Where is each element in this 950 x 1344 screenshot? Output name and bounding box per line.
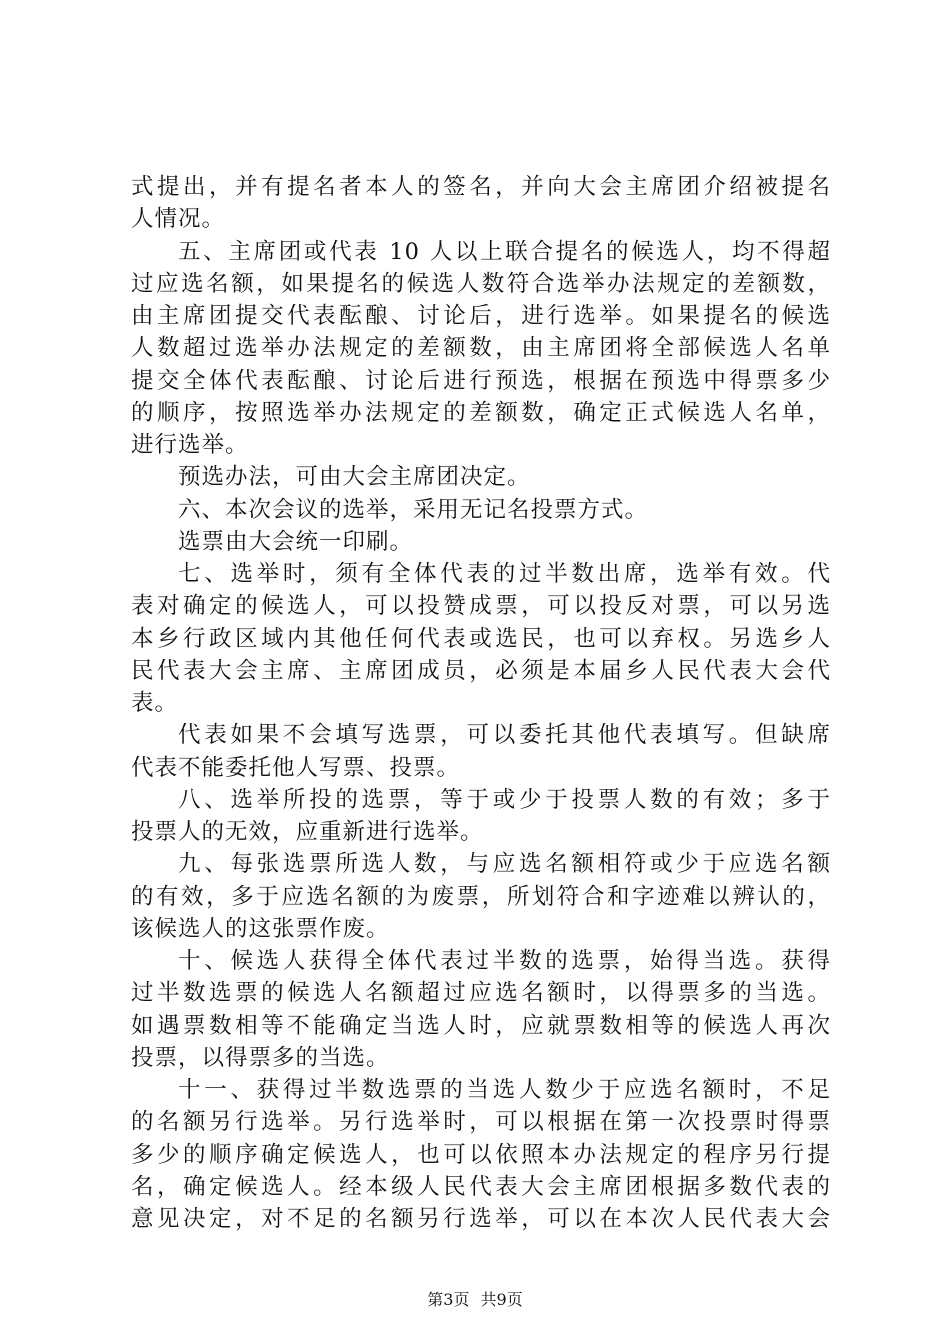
text-line: 的名额另行选举。另行选举时，可以根据在第一次投票时得票 <box>131 1109 831 1136</box>
text-line: 民代表大会主席、主席团成员，必须是本届乡人民代表大会代 <box>131 657 831 684</box>
text-line: 五、主席团或代表 10 人以上联合提名的候选人，均不得超 <box>178 238 831 265</box>
text-line: 人情况。 <box>131 206 226 233</box>
text-line: 由主席团提交代表酝酿、讨论后，进行选举。如果提名的候选 <box>131 303 831 329</box>
text-line: 进行选举。 <box>131 432 249 458</box>
page-number: 第3页 <box>427 1290 470 1309</box>
text-line: 式提出，并有提名者本人的签名，并向大会主席团介绍被提名 <box>131 174 831 200</box>
text-line: 人数超过选举办法规定的差额数，由主席团将全部候选人名单 <box>131 335 831 362</box>
text-line: 本乡行政区域内其他任何代表或选民，也可以弃权。另选乡人 <box>131 625 831 652</box>
document-body <box>131 171 831 1235</box>
text-line: 过应选名额，如果提名的候选人数符合选举办法规定的差额数， <box>131 270 831 297</box>
text-line: 投票人的无效，应重新进行选举。 <box>131 819 484 845</box>
text-line: 表。 <box>131 690 179 716</box>
page-total: 共9页 <box>480 1290 523 1309</box>
text-line: 八、选举所投的选票，等于或少于投票人数的有效；多于 <box>178 786 831 813</box>
text-line: 过半数选票的候选人名额超过应选名额时，以得票多的当选。 <box>131 980 831 1007</box>
text-line: 投票，以得票多的当选。 <box>131 1044 390 1071</box>
text-line: 代表如果不会填写选票，可以委托其他代表填写。但缺席 <box>178 722 831 749</box>
text-line: 的顺序，按照选举办法规定的差额数，确定正式候选人名单， <box>131 399 831 426</box>
text-line: 九、每张选票所选人数，与应选名额相符或少于应选名额 <box>178 851 831 878</box>
page-footer <box>0 1290 950 1310</box>
text-line: 提交全体代表酝酿、讨论后进行预选，根据在预选中得票多少 <box>131 367 831 394</box>
text-line: 十一、获得过半数选票的当选人数少于应选名额时，不足 <box>178 1077 831 1103</box>
text-line: 的有效，多于应选名额的为废票，所划符合和字迹难以辨认的， <box>131 883 831 910</box>
text-line: 六、本次会议的选举，采用无记名投票方式。 <box>178 496 649 523</box>
text-line: 选票由大会统一印刷。 <box>178 528 414 555</box>
text-line: 表对确定的候选人，可以投赞成票，可以投反对票，可以另选 <box>131 593 831 620</box>
text-line: 预选办法，可由大会主席团决定。 <box>178 464 531 491</box>
text-line: 多少的顺序确定候选人，也可以依照本办法规定的程序另行提 <box>131 1141 831 1168</box>
text-line: 名，确定候选人。经本级人民代表大会主席团根据多数代表的 <box>131 1173 831 1200</box>
text-line: 如遇票数相等不能确定当选人时，应就票数相等的候选人再次 <box>131 1012 831 1039</box>
text-line: 该候选人的这张票作废。 <box>131 915 390 942</box>
text-line: 代表不能委托他人写票、投票。 <box>131 754 461 781</box>
text-line: 意见决定，对不足的名额另行选举，可以在本次人民代表大会 <box>131 1206 831 1232</box>
text-line: 七、选举时，须有全体代表的过半数出席，选举有效。代 <box>178 561 831 587</box>
text-line: 十、候选人获得全体代表过半数的选票，始得当选。获得 <box>178 948 831 974</box>
